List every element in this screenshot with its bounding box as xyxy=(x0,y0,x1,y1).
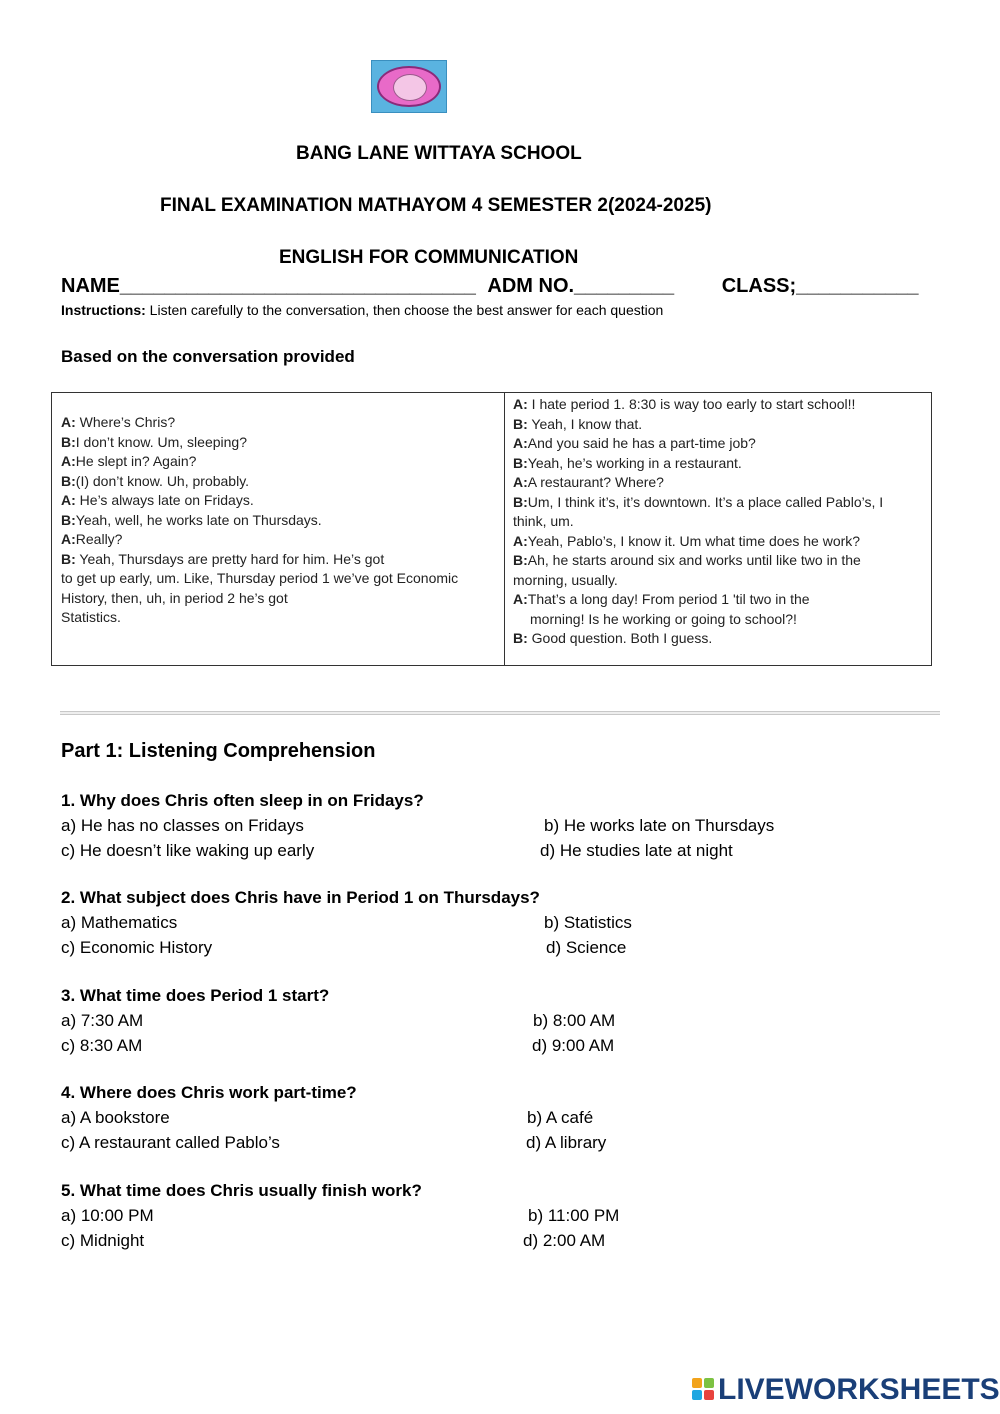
adm-field[interactable]: ADM NO._________ xyxy=(487,275,675,297)
q2-option-d[interactable]: d) Science xyxy=(546,938,627,957)
q3-option-d[interactable]: d) 9:00 AM xyxy=(532,1036,615,1055)
school-logo xyxy=(371,60,447,113)
question-1: 1. Why does Chris often sleep in on Fridays? xyxy=(61,791,424,810)
student-info-line xyxy=(61,275,919,298)
dialogue-line: B: Yeah, I know that. xyxy=(513,415,643,432)
q2-option-b[interactable]: b) Statistics xyxy=(544,913,632,932)
q4-option-c[interactable]: c) A restaurant called Pablo’s xyxy=(61,1133,280,1152)
q3-option-b[interactable]: b) 8:00 AM xyxy=(533,1011,616,1030)
school-name: BANG LANE WITTAYA SCHOOL xyxy=(296,143,582,164)
dialogue-line: B:Yeah, he’s working in a restaurant. xyxy=(513,454,742,471)
conversation-table xyxy=(51,392,932,666)
dialogue-line: B:I don’t know. Um, sleeping? xyxy=(61,433,247,450)
dialogue-line: A:And you said he has a part-time job? xyxy=(513,435,756,451)
question-5: 5. What time does Chris usually finish work? xyxy=(61,1181,422,1200)
conversation-left-column xyxy=(52,393,505,665)
dialogue-line: to get up early, um. Like, Thursday period 1 we’ve got Economic xyxy=(61,570,459,586)
dialogue-line: morning! Is he working or going to school?! xyxy=(530,610,797,627)
section-divider xyxy=(60,711,940,715)
dialogue-line: morning, usually. xyxy=(513,571,618,588)
q5-option-c[interactable]: c) Midnight xyxy=(61,1231,145,1250)
dialogue-line: B:Um, I think it’s, it’s downtown. It’s a place called Pablo’s, I xyxy=(513,493,884,510)
dialogue-line: A: Where’s Chris? xyxy=(61,414,176,430)
subject-title: ENGLISH FOR COMMUNICATION xyxy=(279,247,579,268)
dialogue-line: B: Good question. Both I guess. xyxy=(513,630,713,646)
instructions-text: Listen carefully to the conversation, then choose the best answer for each question xyxy=(145,302,664,318)
q3-option-c[interactable]: c) 8:30 AM xyxy=(61,1036,143,1055)
dialogue-line: A: I hate period 1. 8:30 is way too early to start school!! xyxy=(513,396,856,412)
q1-option-c[interactable]: c) He doesn’t like waking up early xyxy=(61,841,315,860)
dialogue-line: think, um. xyxy=(513,513,574,529)
class-field[interactable]: CLASS;___________ xyxy=(721,275,919,297)
dialogue-line: A:A restaurant? Where? xyxy=(513,474,664,490)
dialogue-line: A:That’s a long day! From period 1 'til two in the xyxy=(513,591,810,607)
logo-emblem xyxy=(377,66,441,107)
q2-option-c[interactable]: c) Economic History xyxy=(61,938,213,957)
based-on-heading: Based on the conversation provided xyxy=(61,347,355,366)
q5-option-b[interactable]: b) 11:00 PM xyxy=(528,1206,620,1225)
part1-title: Part 1: Listening Comprehension xyxy=(61,740,376,762)
question-4: 4. Where does Chris work part-time? xyxy=(61,1083,357,1102)
exam-title: FINAL EXAMINATION MATHAYOM 4 SEMESTER 2(2024-2025) xyxy=(160,195,712,216)
q1-option-d[interactable]: d) He studies late at night xyxy=(540,841,733,860)
liveworksheets-logo-icon xyxy=(692,1378,716,1402)
liveworksheets-wordmark: LIVEWORKSHEETS xyxy=(718,1373,1000,1406)
dialogue-line: A:Yeah, Pablo’s, I know it. Um what time does he work? xyxy=(513,532,861,549)
dialogue-line: A:He slept in? Again? xyxy=(61,453,197,469)
q3-option-a[interactable]: a) 7:30 AM xyxy=(61,1011,144,1030)
q1-option-b[interactable]: b) He works late on Thursdays xyxy=(544,816,775,835)
instructions-label: Instructions: xyxy=(61,302,146,318)
q2-option-a[interactable]: a) Mathematics xyxy=(61,913,178,932)
q5-option-d[interactable]: d) 2:00 AM xyxy=(523,1231,606,1250)
dialogue-line: B:Yeah, well, he works late on Thursdays. xyxy=(61,511,322,528)
dialogue-line: B: Yeah, Thursdays are pretty hard for him. He’s got xyxy=(61,550,385,567)
dialogue-line: A:Really? xyxy=(61,531,123,547)
dialogue-line: A: He’s always late on Fridays. xyxy=(61,492,254,508)
q4-option-a[interactable]: a) A bookstore xyxy=(61,1108,170,1127)
dialogue-line: Statistics. xyxy=(61,609,121,625)
q5-option-a[interactable]: a) 10:00 PM xyxy=(61,1206,154,1225)
liveworksheets-brand xyxy=(692,1373,1000,1407)
dialogue-line: B:Ah, he starts around six and works until like two in the xyxy=(513,552,861,568)
conversation-right-column xyxy=(505,393,931,665)
question-3: 3. What time does Period 1 start? xyxy=(61,986,330,1005)
question-2: 2. What subject does Chris have in Period 1 on Thursdays? xyxy=(61,888,540,907)
q4-option-b[interactable]: b) A café xyxy=(527,1108,594,1127)
name-field[interactable]: NAME________________________________ xyxy=(61,275,476,297)
dialogue-line: B:(I) don’t know. Uh, probably. xyxy=(61,472,250,489)
dialogue-line: History, then, uh, in period 2 he’s got xyxy=(61,589,288,606)
instructions xyxy=(61,302,663,318)
q1-option-a[interactable]: a) He has no classes on Fridays xyxy=(61,816,304,835)
q4-option-d[interactable]: d) A library xyxy=(526,1133,607,1152)
